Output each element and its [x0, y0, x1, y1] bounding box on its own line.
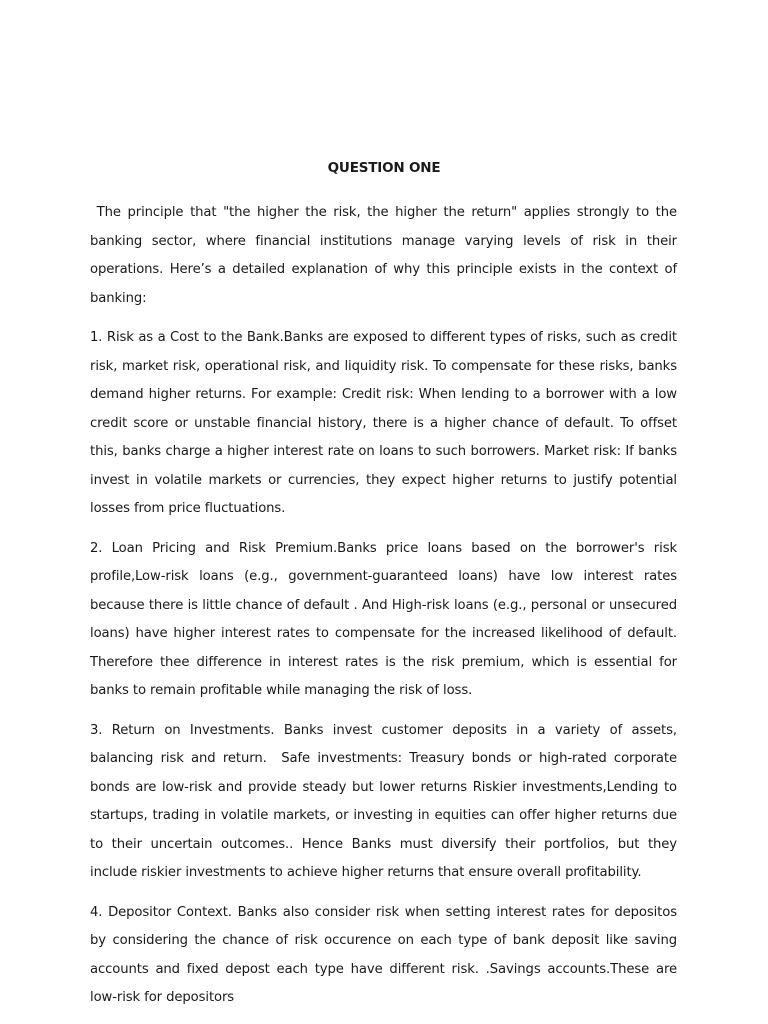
page-title: QUESTION ONE [327, 160, 441, 176]
paragraph-return-on-investments: 3. Return on Investments. Banks invest customer deposits in a variety of assets, balancing risk and return. Safe investments: Treasury bonds or high-rated corporate bonds are low-risk and provide steady but lower returns Riskier investments,Lending to startups, trading in volatile markets, or investing in equities can offer higher returns due to their uncertain outcomes.. Hence Banks must diversify their portfolios, but they include riskier investments to achieve higher returns that ensure overall profitability. [90, 722, 682, 880]
document-body [90, 199, 682, 1024]
intro-paragraph: The principle that "the higher the risk, the higher the return" applies strongly to the banking sector, where financial institutions manage varying levels of risk in their operations. Here’s a detailed explanation of why this principle exists in the context of banking: [90, 205, 682, 306]
paragraph-risk-as-cost: 1. Risk as a Cost to the Bank.Banks are exposed to different types of risks, such as credit risk, market risk, operational risk, and liquidity risk. To compensate for these risks, banks demand higher returns. For example: Credit risk: When lending to a borrower with a low credit score or unstable financial history, there is a higher chance of default. To offset this, banks charge a higher interest rate on loans to such borrowers. Market risk: If banks invest in volatile markets or currencies, they expect higher returns to justify potential losses from price fluctuations. [90, 330, 682, 516]
paragraph-depositor-context: 4. Depositor Context. Banks also consider risk when setting interest rates for depositos by considering the chance of risk occurence on each type of bank deposit like saving accounts and fixed depost each type have different risk. .Savings accounts.These are low-risk for depositors [90, 904, 682, 1005]
paragraph-loan-pricing: 2. Loan Pricing and Risk Premium.Banks price loans based on the borrower's risk profile,Low-risk loans (e.g., government-guaranteed loans) have low interest rates because there is little chance of default . And High-risk loans (e.g., personal or unsecured loans) have higher interest rates to compensate for the increased likelihood of default. Therefore thee difference in interest rates is the risk premium, which is essential for banks to remain profitable while managing the risk of loss. [90, 540, 682, 698]
